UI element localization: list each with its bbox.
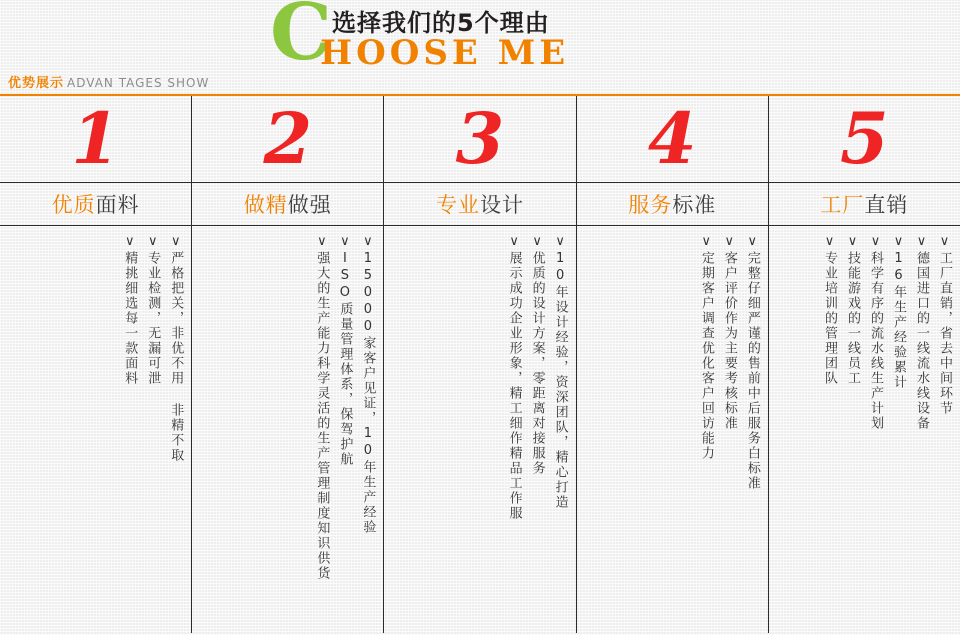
reasons-columns bbox=[0, 96, 960, 633]
list-item: ∨展示成功企业形象，精工细作精品工作服 bbox=[506, 234, 522, 521]
list-item: ∨德国进口的一线流水线设备 bbox=[914, 234, 930, 431]
list-item: ∨定期客户调查优化客户回访能力 bbox=[698, 234, 714, 461]
list-item: ∨专业培训的管理团队 bbox=[822, 234, 838, 386]
page-header bbox=[0, 0, 960, 78]
list-item: ∨客户评价作为主要考核标准 bbox=[721, 234, 737, 431]
list-item: ∨完整仔细严谨的售前中后服务白标准 bbox=[744, 234, 760, 491]
reason-headline-main: 做强 bbox=[287, 193, 332, 217]
reason-headline-main: 面料 bbox=[95, 193, 140, 217]
drop-cap-letter: C bbox=[270, 0, 333, 78]
reason-number: 2 bbox=[263, 97, 313, 180]
page-title-cn: 选择我们的5个理由 bbox=[332, 9, 550, 37]
section-subtitle-bar bbox=[0, 72, 960, 96]
reason-headline bbox=[577, 182, 768, 226]
reason-number: 3 bbox=[455, 97, 505, 180]
header-inner bbox=[270, 0, 690, 78]
list-item: ∨强大的生产能力科学灵活的生产管理制度知识供货 bbox=[314, 234, 330, 581]
reason-item-list bbox=[769, 226, 960, 633]
reason-headline-accent: 服务 bbox=[628, 193, 673, 217]
list-item: ∨工厂直销，省去中间环节 bbox=[937, 234, 953, 416]
list-item: ∨16年生产经验累计 bbox=[891, 234, 907, 390]
reason-headline-accent: 做精 bbox=[243, 193, 288, 217]
reason-headline bbox=[384, 182, 575, 226]
reason-headline-main: 直销 bbox=[864, 193, 909, 217]
reason-column-2 bbox=[192, 96, 384, 633]
reason-column-5 bbox=[769, 96, 960, 633]
reason-headline-accent: 优质 bbox=[51, 193, 96, 217]
reason-headline bbox=[0, 182, 191, 226]
reason-item-list bbox=[192, 226, 383, 633]
reason-column-4 bbox=[577, 96, 769, 633]
reason-number: 1 bbox=[71, 97, 120, 180]
reason-item-list bbox=[577, 226, 768, 633]
list-item: ∨15000家客户见证，10年生产经验 bbox=[360, 234, 376, 535]
reason-item-list bbox=[384, 226, 575, 633]
list-item: ∨ISO质量管理体系，保驾护航 bbox=[337, 234, 353, 467]
reason-column-3 bbox=[384, 96, 576, 633]
list-item: ∨科学有序的流水线生产计划 bbox=[868, 234, 884, 431]
list-item: ∨专业检测，无漏可泄 bbox=[145, 234, 161, 386]
reason-number: 4 bbox=[647, 97, 697, 180]
reason-number: 5 bbox=[840, 97, 889, 180]
subtitle-cn: 优势展示 bbox=[8, 76, 65, 91]
subtitle-en: ADVAN TAGES SHOW bbox=[67, 76, 210, 90]
page-title-en: HOOSE ME bbox=[320, 33, 570, 73]
list-item: ∨精挑细选每一款面料 bbox=[122, 234, 138, 386]
reason-headline-accent: 工厂 bbox=[820, 193, 865, 217]
reason-headline-accent: 专业 bbox=[436, 193, 480, 217]
list-item: ∨优质的设计方案，零距离对接服务 bbox=[529, 234, 545, 476]
reason-headline-main: 标准 bbox=[672, 193, 717, 217]
reason-headline-main: 设计 bbox=[480, 193, 524, 217]
reason-headline bbox=[769, 182, 960, 226]
reason-item-list bbox=[0, 226, 191, 633]
list-item: ∨10年设计经验，资深团队，精心打造 bbox=[552, 234, 568, 510]
reason-headline bbox=[192, 182, 383, 226]
list-item: ∨技能游戏的一线员工 bbox=[845, 234, 861, 386]
reason-column-1 bbox=[0, 96, 192, 633]
list-item: ∨严格把关，非优不用 非精不取 bbox=[168, 234, 184, 463]
